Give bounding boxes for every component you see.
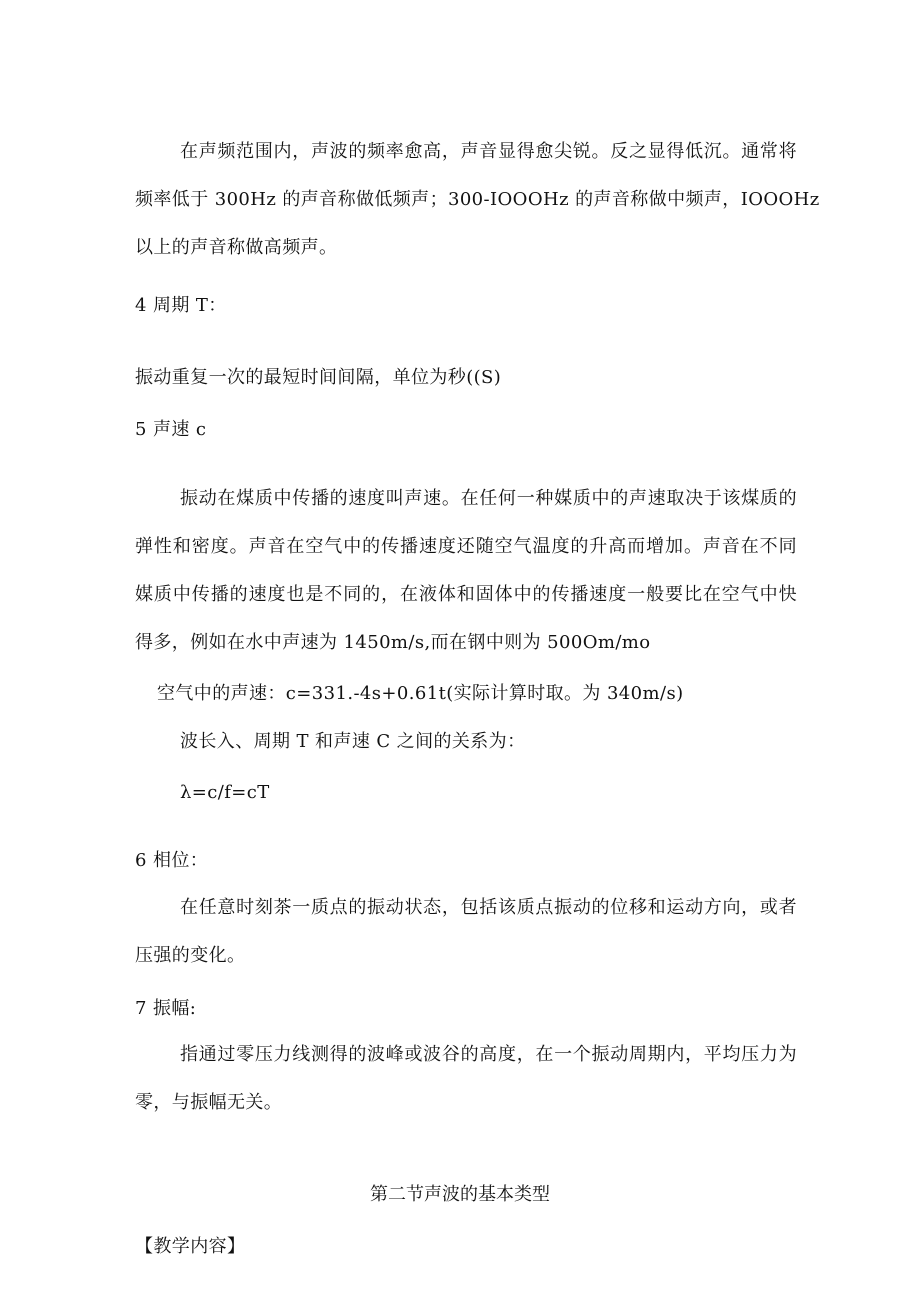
paragraph-line: 振动重复一次的最短时间间隔，单位为秒((S) bbox=[135, 367, 502, 388]
heading-amplitude: 7 振幅: bbox=[135, 998, 197, 1019]
air-speed-formula: 空气中的声速：c=331.-4s+0.61t(实际计算时取。为 340m∕s) bbox=[157, 683, 684, 704]
relation-text: 波长入、周期 T 和声速 C 之间的关系为： bbox=[180, 731, 526, 752]
paragraph-line: 指通过零压力线测得的波峰或波谷的高度，在一个振动周期内，平均压力为 bbox=[180, 1044, 797, 1065]
heading-sound-speed: 5 声速 c bbox=[135, 419, 207, 440]
paragraph-line: 在声频范围内，声波的频率愈高，声音显得愈尖锐。反之显得低沉。通常将 bbox=[180, 141, 797, 162]
heading-period: 4 周期 T： bbox=[135, 295, 227, 316]
paragraph-line: 压强的变化。 bbox=[135, 945, 246, 966]
paragraph-line: 媒质中传播的速度也是不同的，在液体和固体中的传播速度一般要比在空气中快 bbox=[135, 584, 797, 605]
paragraph-line: 零，与振幅无关。 bbox=[135, 1092, 283, 1113]
paragraph-line: 得多，例如在水中声速为 1450m∕s,而在钢中则为 500Om∕mo bbox=[135, 632, 651, 653]
paragraph-line: 以上的声音称做高频声。 bbox=[135, 237, 338, 258]
paragraph-line: 在任意时刻茶一质点的振动状态，包括该质点振动的位移和运动方向，或者 bbox=[180, 897, 797, 918]
wavelength-formula: λ=c∕f=cT bbox=[180, 782, 270, 803]
heading-phase: 6 相位： bbox=[135, 850, 209, 871]
paragraph-line: 振动在煤质中传播的速度叫声速。在任何一种媒质中的声速取决于该煤质的 bbox=[180, 488, 797, 509]
paragraph-line: 弹性和密度。声音在空气中的传播速度还随空气温度的升高而增加。声音在不同 bbox=[135, 536, 797, 557]
paragraph-line: 频率低于 300Hz 的声音称做低频声；300-IOOOHz 的声音称做中频声，IOOOHz bbox=[135, 189, 820, 210]
section-title: 第二节声波的基本类型 bbox=[370, 1184, 550, 1205]
teaching-content-label: 【教学内容】 bbox=[135, 1236, 246, 1257]
